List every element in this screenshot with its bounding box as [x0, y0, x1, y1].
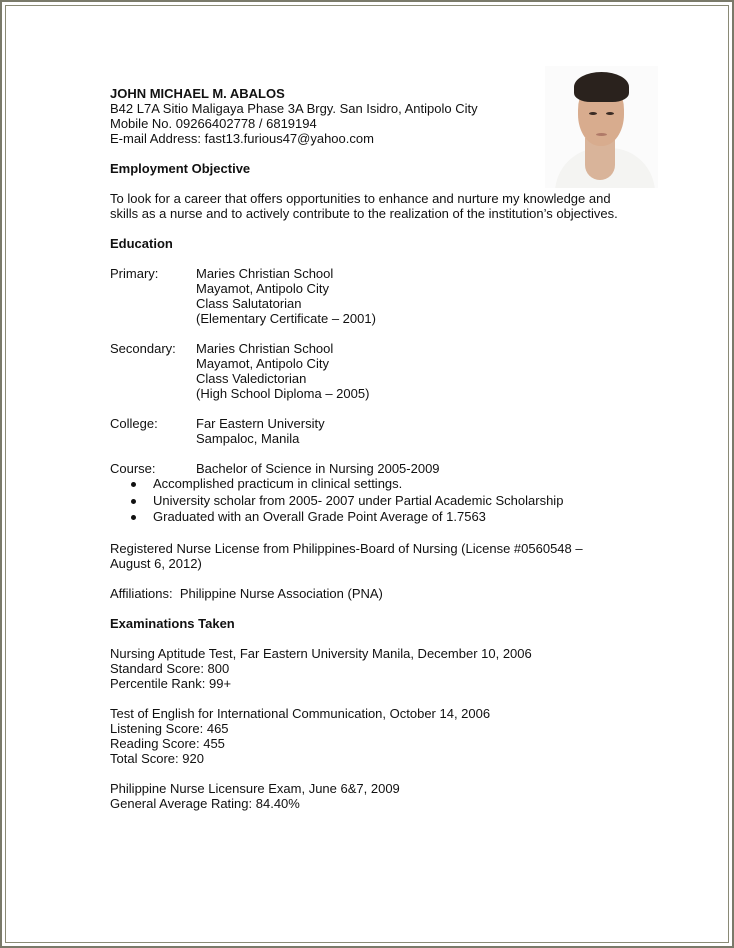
email-address: E-mail Address: fast13.furious47@yahoo.com — [110, 131, 374, 146]
education-heading: Education — [110, 236, 173, 251]
license-line: Registered Nurse License from Philippines-Board of Nursing (License #0560548 – — [110, 540, 583, 556]
education-course — [110, 461, 650, 476]
primary-location: Mayamot, Antipolo City — [196, 281, 329, 296]
primary-honor: Class Salutatorian — [196, 296, 302, 311]
exam-title: Test of English for International Communication, October 14, 2006 — [110, 705, 491, 721]
exam-score: Percentile Rank: 99+ — [110, 675, 232, 691]
bullet-icon — [131, 515, 136, 520]
address: B42 L7A Sitio Maligaya Phase 3A Brgy. San Isidro, Antipolo City — [110, 101, 478, 116]
course-name: Bachelor of Science in Nursing 2005-2009 — [196, 461, 440, 476]
secondary-diploma: (High School Diploma – 2005) — [196, 386, 370, 401]
objective-heading: Employment Objective — [110, 161, 251, 176]
secondary-location: Mayamot, Antipolo City — [196, 356, 329, 371]
bullet-icon — [131, 482, 136, 487]
exam-score: General Average Rating: 84.40% — [110, 795, 300, 811]
exam-nat — [110, 646, 650, 691]
college-location: Sampaloc, Manila — [196, 431, 300, 446]
college-label: College: — [110, 416, 158, 431]
exam-score: Reading Score: 455 — [110, 735, 225, 751]
education-primary — [110, 266, 650, 326]
examinations-heading: Examinations Taken — [110, 615, 235, 631]
primary-certificate: (Elementary Certificate – 2001) — [196, 311, 376, 326]
exam-score: Standard Score: 800 — [110, 660, 230, 676]
secondary-school: Maries Christian School — [196, 341, 334, 356]
secondary-label: Secondary: — [110, 341, 176, 356]
exam-toeic — [110, 706, 650, 766]
list-item: Graduated with an Overall Grade Point Average of 1.7563 — [110, 509, 650, 526]
course-label: Course: — [110, 461, 156, 476]
applicant-name: JOHN MICHAEL M. ABALOS — [110, 86, 285, 101]
primary-label: Primary: — [110, 266, 159, 281]
exam-score: Listening Score: 465 — [110, 720, 229, 736]
affiliations: Affiliations: Philippine Nurse Association (PNA) — [110, 585, 383, 601]
secondary-honor: Class Valedictorian — [196, 371, 307, 386]
license-info — [110, 541, 650, 571]
exam-title: Philippine Nurse Licensure Exam, June 6&7, 2009 — [110, 780, 400, 796]
list-item: Accomplished practicum in clinical settings. — [110, 476, 650, 493]
course-highlights — [110, 476, 650, 526]
objective-line: To look for a career that offers opportunities to enhance and nurture my knowledge and — [110, 191, 611, 206]
education-secondary — [110, 341, 650, 401]
education-college — [110, 416, 650, 446]
objective-line: skills as a nurse and to actively contribute to the realization of the institution’s objectives. — [110, 206, 618, 221]
primary-school: Maries Christian School — [196, 266, 334, 281]
mobile-number: Mobile No. 09266402778 / 6819194 — [110, 116, 317, 131]
exam-title: Nursing Aptitude Test, Far Eastern University Manila, December 10, 2006 — [110, 645, 532, 661]
objective-text — [110, 191, 650, 221]
resume-document — [110, 86, 650, 811]
exam-licensure — [110, 781, 650, 811]
college-school: Far Eastern University — [196, 416, 325, 431]
bullet-icon — [131, 499, 136, 504]
license-line: August 6, 2012) — [110, 555, 202, 571]
exam-score: Total Score: 920 — [110, 750, 204, 766]
list-item: University scholar from 2005- 2007 under Partial Academic Scholarship — [110, 493, 650, 510]
contact-header — [110, 86, 650, 146]
